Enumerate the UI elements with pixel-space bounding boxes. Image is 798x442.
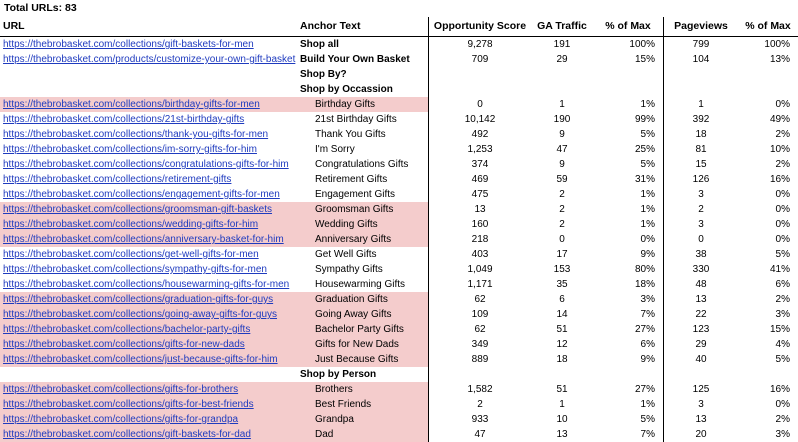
table-row (0, 382, 798, 397)
url-link[interactable]: https://thebrobasket.com/collections/anniversary-basket-for-him (3, 234, 284, 245)
url-cell (0, 52, 297, 67)
ga-pct-of-max-cell: 31% (634, 174, 655, 185)
ga-pct-of-max-cell: 7% (640, 309, 655, 320)
ga-pct-of-max-cell: 18% (634, 279, 655, 290)
table-row (0, 352, 798, 367)
url-link[interactable]: https://thebrobasket.com/collections/gifts-for-grandpa (3, 414, 239, 425)
pageviews-cell: 125 (664, 382, 739, 397)
url-cell (0, 382, 297, 397)
pageviews-cell: 123 (664, 322, 739, 337)
pageviews-pct-of-max-cell: 3% (775, 309, 790, 320)
pageviews-cell: 18 (664, 127, 739, 142)
table-row (0, 52, 798, 67)
url-cell (0, 202, 297, 217)
url-link[interactable]: https://thebrobasket.com/collections/gift-baskets-for-dad (3, 429, 251, 440)
opportunity-score-cell: 1,171 (429, 277, 532, 292)
url-link[interactable]: https://thebrobasket.com/collections/gift-baskets-for-men (3, 39, 254, 50)
ga-traffic-cell: 9 (559, 129, 565, 140)
pageviews-pct-of-max-cell: 41% (769, 264, 790, 275)
pageviews-pct-of-max-cell: 2% (775, 159, 790, 170)
url-cell (0, 262, 297, 277)
table-row (0, 127, 798, 142)
anchor-text-cell: Going Away Gifts (297, 307, 429, 322)
header-anchor-text[interactable]: Anchor Text (297, 17, 429, 37)
ga-traffic-cell: 1 (559, 99, 565, 110)
anchor-text-cell: Retirement Gifts (315, 174, 388, 185)
ga-pct-of-max-cell (593, 82, 664, 97)
url-cell (0, 82, 297, 97)
ga-pct-of-max-cell: 9% (640, 249, 655, 260)
url-cell (0, 172, 297, 187)
ga-traffic-cell: 2 (559, 204, 565, 215)
pageviews-cell (664, 67, 739, 82)
opportunity-score-cell: 13 (429, 202, 532, 217)
anchor-text-cell: I'm Sorry (315, 144, 355, 155)
pageviews-cell: 3 (664, 217, 739, 232)
ga-traffic-cell: 35 (556, 279, 568, 290)
pageviews-pct-of-max-cell: 49% (769, 114, 790, 125)
pageviews-pct-of-max-cell: 2% (775, 294, 790, 305)
table-row (0, 277, 798, 292)
url-cell (0, 67, 297, 82)
pageviews-cell (664, 82, 739, 97)
pageviews-cell: 40 (664, 352, 739, 367)
table-row (0, 247, 798, 262)
pageviews-pct-of-max-cell (738, 367, 798, 382)
ga-traffic-cell: 18 (556, 354, 568, 365)
ga-traffic-cell: 51 (556, 384, 568, 395)
ga-pct-of-max-cell: 0% (640, 234, 655, 245)
opportunity-score-cell: 1,049 (429, 262, 532, 277)
url-link[interactable]: https://thebrobasket.com/collections/going-away-gifts-for-guys (3, 309, 278, 320)
url-cell (0, 142, 297, 157)
ga-traffic-cell: 1 (559, 399, 565, 410)
ga-traffic-cell: 153 (553, 264, 571, 275)
url-cell (0, 157, 297, 172)
pageviews-cell: 0 (664, 232, 739, 247)
pageviews-cell: 20 (664, 427, 739, 442)
ga-pct-of-max-cell: 5% (640, 159, 655, 170)
header-ga-traffic[interactable]: GA Traffic (531, 17, 593, 37)
anchor-text-cell: Brothers (297, 382, 429, 397)
anchor-text-cell: Wedding Gifts (297, 217, 429, 232)
table-row (0, 367, 798, 382)
ga-traffic-cell (531, 367, 593, 382)
table-row (0, 142, 798, 157)
pageviews-cell: 799 (664, 37, 739, 53)
opportunity-score-cell: 1,253 (429, 142, 532, 157)
anchor-text-cell: Groomsman Gifts (297, 202, 429, 217)
pageviews-pct-of-max-cell: 5% (775, 354, 790, 365)
ga-traffic-cell: 59 (556, 174, 568, 185)
pageviews-pct-of-max-cell: 0% (775, 399, 790, 410)
opportunity-score-cell: 62 (429, 292, 532, 307)
url-table (0, 17, 798, 442)
opportunity-score-cell (429, 82, 532, 97)
opportunity-score-cell (429, 367, 532, 382)
ga-traffic-cell: 9 (559, 159, 565, 170)
pageviews-cell: 126 (664, 172, 739, 187)
ga-pct-of-max-cell: 80% (634, 264, 655, 275)
ga-traffic-cell: 2 (559, 189, 565, 200)
table-row (0, 232, 798, 247)
table-row (0, 397, 798, 412)
table-row (0, 412, 798, 427)
opportunity-score-cell: 469 (429, 172, 532, 187)
anchor-text-cell: Dad (297, 427, 429, 442)
pageviews-cell: 48 (664, 277, 739, 292)
anchor-text-cell: Thank You Gifts (315, 129, 386, 140)
ga-pct-of-max-cell: 5% (640, 129, 655, 140)
url-link[interactable]: https://thebrobasket.com/products/customize-your-own-gift-basket (3, 54, 296, 65)
table-row (0, 82, 798, 97)
ga-traffic-cell: 190 (553, 114, 571, 125)
pageviews-pct-of-max-cell: 2% (775, 129, 790, 140)
url-cell (0, 232, 297, 247)
ga-traffic-cell: 2 (559, 219, 565, 230)
ga-traffic-cell: 13 (556, 429, 568, 440)
table-row (0, 217, 798, 232)
table-row (0, 67, 798, 82)
ga-pct-of-max-cell: 25% (634, 144, 655, 155)
pageviews-cell (664, 367, 739, 382)
opportunity-score-cell: 374 (429, 157, 532, 172)
url-cell (0, 97, 297, 112)
header-pageviews[interactable]: Pageviews (664, 17, 739, 37)
table-row (0, 337, 798, 352)
url-link[interactable]: https://thebrobasket.com/collections/wedding-gifts-for-him (3, 219, 259, 230)
pageviews-pct-of-max-cell: 3% (775, 429, 790, 440)
anchor-text-cell: Get Well Gifts (315, 249, 377, 260)
pageviews-pct-of-max-cell: 13% (769, 54, 790, 65)
pageviews-cell: 15 (664, 157, 739, 172)
table-header-row (0, 17, 798, 37)
url-link[interactable]: https://thebrobasket.com/collections/groomsman-gift-baskets (3, 204, 273, 215)
url-cell (0, 292, 297, 307)
ga-pct-of-max-cell (593, 67, 664, 82)
url-link[interactable]: https://thebrobasket.com/collections/just-because-gifts-for-him (3, 354, 278, 365)
anchor-text-cell: Grandpa (297, 412, 429, 427)
opportunity-score-cell: 9,278 (429, 37, 532, 53)
url-link[interactable]: https://thebrobasket.com/collections/gifts-for-brothers (3, 384, 239, 395)
pageviews-cell: 29 (664, 337, 739, 352)
url-cell (0, 322, 297, 337)
url-cell (0, 127, 297, 142)
header-pageviews-pct-of-max[interactable]: % of Max (738, 17, 798, 37)
opportunity-score-cell (429, 67, 532, 82)
pageviews-pct-of-max-cell: 0% (775, 219, 790, 230)
url-link[interactable]: https://thebrobasket.com/collections/engagement-gifts-for-men (3, 189, 280, 200)
ga-traffic-cell: 12 (556, 339, 568, 350)
table-row (0, 172, 798, 187)
opportunity-score-cell: 47 (429, 427, 532, 442)
opportunity-score-cell: 218 (429, 232, 532, 247)
total-urls-label: Total URLs: 83 (4, 2, 77, 14)
ga-pct-of-max-cell: 99% (634, 114, 655, 125)
pageviews-pct-of-max-cell: 2% (775, 414, 790, 425)
pageviews-pct-of-max-cell: 5% (775, 249, 790, 260)
pageviews-pct-of-max-cell (738, 82, 798, 97)
opportunity-score-cell: 492 (429, 127, 532, 142)
anchor-text-cell: Congratulations Gifts (315, 159, 409, 170)
anchor-text-cell: Graduation Gifts (297, 292, 429, 307)
pageviews-cell: 2 (664, 202, 739, 217)
pageviews-pct-of-max-cell: 16% (769, 384, 790, 395)
pageviews-cell: 330 (664, 262, 739, 277)
ga-traffic-cell (531, 67, 593, 82)
ga-traffic-cell: 0 (559, 234, 565, 245)
header-opportunity-score[interactable]: Opportunity Score (429, 17, 532, 37)
url-link[interactable]: https://thebrobasket.com/collections/retirement-gifts (3, 174, 232, 185)
ga-traffic-cell: 47 (556, 144, 568, 155)
url-cell (0, 37, 297, 53)
ga-pct-of-max-cell: 1% (640, 399, 655, 410)
anchor-text-cell: Best Friends (297, 397, 429, 412)
url-cell (0, 247, 297, 262)
url-link[interactable]: https://thebrobasket.com/collections/gifts-for-new-dads (3, 339, 245, 350)
pageviews-cell: 81 (664, 142, 739, 157)
anchor-text-cell: Shop by Person (300, 369, 377, 380)
url-link[interactable]: https://thebrobasket.com/collections/get-well-gifts-for-men (3, 249, 259, 260)
anchor-text-cell: Anniversary Gifts (297, 232, 429, 247)
table-row (0, 157, 798, 172)
anchor-text-cell: Housewarming Gifts (315, 279, 406, 290)
pageviews-cell: 3 (664, 397, 739, 412)
table-row (0, 97, 798, 112)
opportunity-score-cell: 475 (429, 187, 532, 202)
anchor-text-cell: Shop By? (300, 69, 347, 80)
url-link[interactable]: https://thebrobasket.com/collections/congratulations-gifts-for-him (3, 159, 289, 170)
ga-pct-of-max-cell: 3% (640, 294, 655, 305)
anchor-text-cell: Shop by Occassion (300, 84, 393, 95)
table-row (0, 427, 798, 442)
pageviews-cell: 104 (664, 52, 739, 67)
ga-traffic-cell: 17 (556, 249, 568, 260)
header-ga-pct-of-max[interactable]: % of Max (593, 17, 664, 37)
url-cell (0, 427, 297, 442)
ga-pct-of-max-cell: 1% (640, 99, 655, 110)
url-link[interactable]: https://thebrobasket.com/collections/bachelor-party-gifts (3, 324, 251, 335)
ga-pct-of-max-cell: 1% (640, 204, 655, 215)
ga-traffic-cell: 29 (556, 54, 568, 65)
opportunity-score-cell: 62 (429, 322, 532, 337)
pageviews-pct-of-max-cell: 0% (775, 204, 790, 215)
opportunity-score-cell: 2 (429, 397, 532, 412)
url-cell (0, 187, 297, 202)
anchor-text-cell: Gifts for New Dads (297, 337, 429, 352)
ga-pct-of-max-cell: 15% (634, 54, 655, 65)
ga-traffic-cell: 10 (556, 414, 568, 425)
ga-pct-of-max-cell: 6% (640, 339, 655, 350)
url-link[interactable]: https://thebrobasket.com/collections/thank-you-gifts-for-men (3, 129, 269, 140)
url-cell (0, 307, 297, 322)
ga-pct-of-max-cell: 27% (634, 324, 655, 335)
url-link[interactable]: https://thebrobasket.com/collections/birthday-gifts-for-men (3, 99, 260, 110)
opportunity-score-cell: 889 (429, 352, 532, 367)
ga-pct-of-max-cell: 1% (640, 189, 655, 200)
anchor-text-cell: Just Because Gifts (297, 352, 429, 367)
pageviews-pct-of-max-cell: 10% (769, 144, 790, 155)
url-cell (0, 397, 297, 412)
url-cell (0, 352, 297, 367)
url-cell (0, 217, 297, 232)
url-link[interactable]: https://thebrobasket.com/collections/21st-birthday-gifts (3, 114, 245, 125)
anchor-text-cell: Engagement Gifts (315, 189, 396, 200)
ga-pct-of-max-cell: 1% (640, 219, 655, 230)
pageviews-pct-of-max-cell: 100% (764, 39, 790, 50)
opportunity-score-cell: 0 (429, 97, 532, 112)
anchor-text-cell: Bachelor Party Gifts (297, 322, 429, 337)
ga-pct-of-max-cell: 9% (640, 354, 655, 365)
ga-pct-of-max-cell (593, 367, 664, 382)
url-cell (0, 112, 297, 127)
pageviews-cell: 13 (664, 412, 739, 427)
pageviews-pct-of-max-cell: 0% (775, 189, 790, 200)
pageviews-cell: 392 (664, 112, 739, 127)
table-row (0, 307, 798, 322)
pageviews-pct-of-max-cell (738, 67, 798, 82)
opportunity-score-cell: 403 (429, 247, 532, 262)
pageviews-pct-of-max-cell: 0% (775, 234, 790, 245)
table-row (0, 112, 798, 127)
pageviews-cell: 3 (664, 187, 739, 202)
anchor-text-cell: Birthday Gifts (297, 97, 429, 112)
ga-pct-of-max-cell: 7% (640, 429, 655, 440)
opportunity-score-cell: 1,582 (429, 382, 532, 397)
anchor-text-cell: 21st Birthday Gifts (315, 114, 397, 125)
table-row (0, 202, 798, 217)
pageviews-cell: 13 (664, 292, 739, 307)
ga-traffic-cell: 14 (556, 309, 568, 320)
pageviews-cell: 1 (664, 97, 739, 112)
ga-traffic-cell: 6 (559, 294, 565, 305)
ga-traffic-cell: 191 (553, 39, 571, 50)
table-row (0, 322, 798, 337)
opportunity-score-cell: 349 (429, 337, 532, 352)
url-link[interactable]: https://thebrobasket.com/collections/housewarming-gifts-for-men (3, 279, 290, 290)
url-cell (0, 277, 297, 292)
ga-pct-of-max-cell: 27% (634, 384, 655, 395)
opportunity-score-cell: 160 (429, 217, 532, 232)
table-row (0, 37, 798, 53)
url-link[interactable]: https://thebrobasket.com/collections/graduation-gifts-for-guys (3, 294, 274, 305)
ga-traffic-cell (531, 82, 593, 97)
table-row (0, 292, 798, 307)
opportunity-score-cell: 10,142 (429, 112, 532, 127)
opportunity-score-cell: 109 (429, 307, 532, 322)
table-row (0, 187, 798, 202)
ga-pct-of-max-cell: 5% (640, 414, 655, 425)
url-link[interactable]: https://thebrobasket.com/collections/sympathy-gifts-for-men (3, 264, 267, 275)
ga-traffic-cell: 51 (556, 324, 568, 335)
url-cell (0, 337, 297, 352)
pageviews-pct-of-max-cell: 6% (775, 279, 790, 290)
anchor-text-cell: Shop all (300, 39, 339, 50)
pageviews-pct-of-max-cell: 15% (769, 324, 790, 335)
table-row (0, 262, 798, 277)
anchor-text-cell: Build Your Own Basket (300, 54, 410, 65)
url-cell (0, 412, 297, 427)
pageviews-pct-of-max-cell: 0% (775, 99, 790, 110)
anchor-text-cell: Sympathy Gifts (315, 264, 383, 275)
header-url[interactable]: URL (0, 17, 297, 37)
url-link[interactable]: https://thebrobasket.com/collections/im-sorry-gifts-for-him (3, 144, 257, 155)
ga-pct-of-max-cell: 100% (629, 39, 655, 50)
url-cell (0, 367, 297, 382)
pageviews-pct-of-max-cell: 16% (769, 174, 790, 185)
pageviews-cell: 22 (664, 307, 739, 322)
url-link[interactable]: https://thebrobasket.com/collections/gifts-for-best-friends (3, 399, 254, 410)
opportunity-score-cell: 709 (429, 52, 532, 67)
pageviews-pct-of-max-cell: 4% (775, 339, 790, 350)
pageviews-cell: 38 (664, 247, 739, 262)
opportunity-score-cell: 933 (429, 412, 532, 427)
